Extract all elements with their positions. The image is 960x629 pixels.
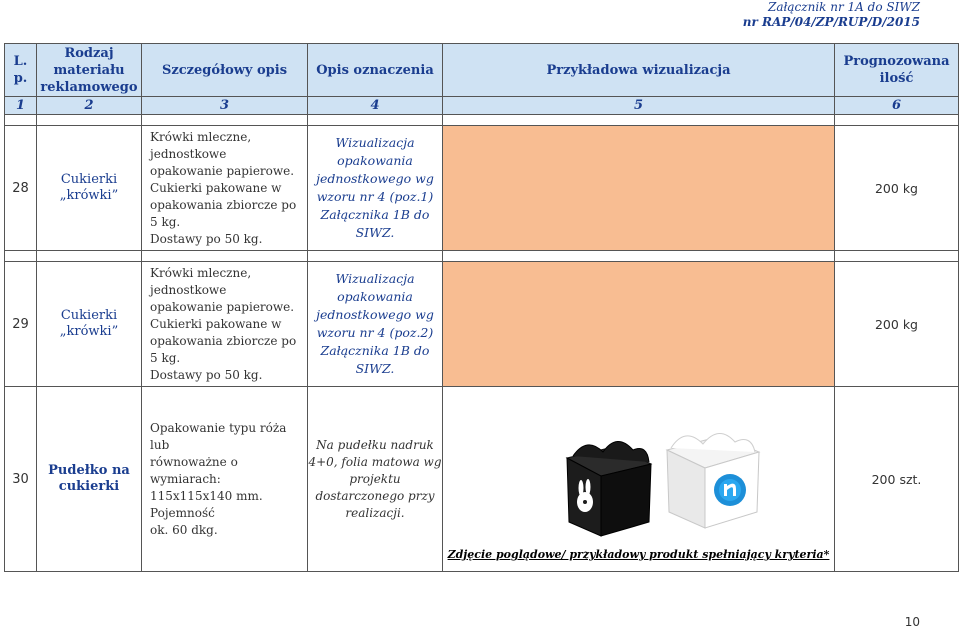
candy-boxes-image xyxy=(489,430,789,540)
marking-description: Wizualizacja opakowania jednostkowego wg wzoru nr 4 (poz.1) Załącznika 1B do SIWZ. xyxy=(308,126,443,251)
column-number: 5 xyxy=(443,97,835,115)
reference-number: nr RAP/04/ZP/RUP/D/2015 xyxy=(742,15,920,29)
black-box xyxy=(567,441,651,536)
row-number: 28 xyxy=(5,126,37,251)
column-number-row xyxy=(5,97,959,115)
gift-boxes-illustration xyxy=(489,430,789,540)
table-row xyxy=(5,262,959,387)
header-wizualizacja: Przykładowa wizualizacja xyxy=(443,44,835,97)
table-header-row xyxy=(5,44,959,97)
spacer-row xyxy=(5,115,959,126)
image-caption: Zdjęcie poglądowe/ przykładowy produkt spełniający kryteria* xyxy=(447,548,830,561)
row-number: 30 xyxy=(5,387,37,572)
material-type: Pudełko na cukierki xyxy=(37,387,142,572)
material-type: Cukierki „krówki” xyxy=(37,262,142,387)
forecast-quantity: 200 kg xyxy=(835,126,959,251)
forecast-quantity: 200 kg xyxy=(835,262,959,387)
visualization-placeholder xyxy=(443,126,835,251)
header-szczegolowy-opis: Szczegółowy opis xyxy=(142,44,308,97)
document-reference xyxy=(743,0,920,30)
marking-description: Wizualizacja opakowania jednostkowego wg wzoru nr 4 (poz.2) Załącznika 1B do SIWZ. xyxy=(308,262,443,387)
table-row xyxy=(5,387,959,572)
column-number: 6 xyxy=(835,97,959,115)
materials-table xyxy=(4,43,959,572)
column-number: 1 xyxy=(5,97,37,115)
detailed-description: Opakowanie typu róża lub równoważne o wymiarach: 115x115x140 mm. Pojemność ok. 60 dkg. xyxy=(142,387,308,572)
table-row xyxy=(5,126,959,251)
row-number: 29 xyxy=(5,262,37,387)
marking-description: Na pudełku nadruk 4+0, folia matowa wg projektu dostarczonego przy realizacji. xyxy=(308,387,443,572)
header-prognozowana-ilosc: Prognozowana ilość xyxy=(835,44,959,97)
visualization-cell xyxy=(443,387,835,572)
forecast-quantity: 200 szt. xyxy=(835,387,959,572)
column-number: 3 xyxy=(142,97,308,115)
column-number: 4 xyxy=(308,97,443,115)
page-number: 10 xyxy=(904,615,920,629)
header-lp: L. p. xyxy=(5,44,37,97)
detailed-description: Krówki mleczne, jednostkowe opakowanie papierowe. Cukierki pakowane w opakowania zbiorcze po 5 kg. Dostawy po 50 kg. xyxy=(142,262,308,387)
detailed-description: Krówki mleczne, jednostkowe opakowanie papierowe. Cukierki pakowane w opakowania zbiorcze po 5 kg. Dostawy po 50 kg. xyxy=(142,126,308,251)
spacer-row xyxy=(5,251,959,262)
material-type: Cukierki „krówki” xyxy=(37,126,142,251)
white-box xyxy=(667,433,759,528)
column-number: 2 xyxy=(37,97,142,115)
header-rodzaj: Rodzaj materiału reklamowego xyxy=(37,44,142,97)
visualization-placeholder xyxy=(443,262,835,387)
attachment-title: Załącznik nr 1A do SIWZ xyxy=(768,0,920,14)
header-opis-oznaczenia: Opis oznaczenia xyxy=(308,44,443,97)
